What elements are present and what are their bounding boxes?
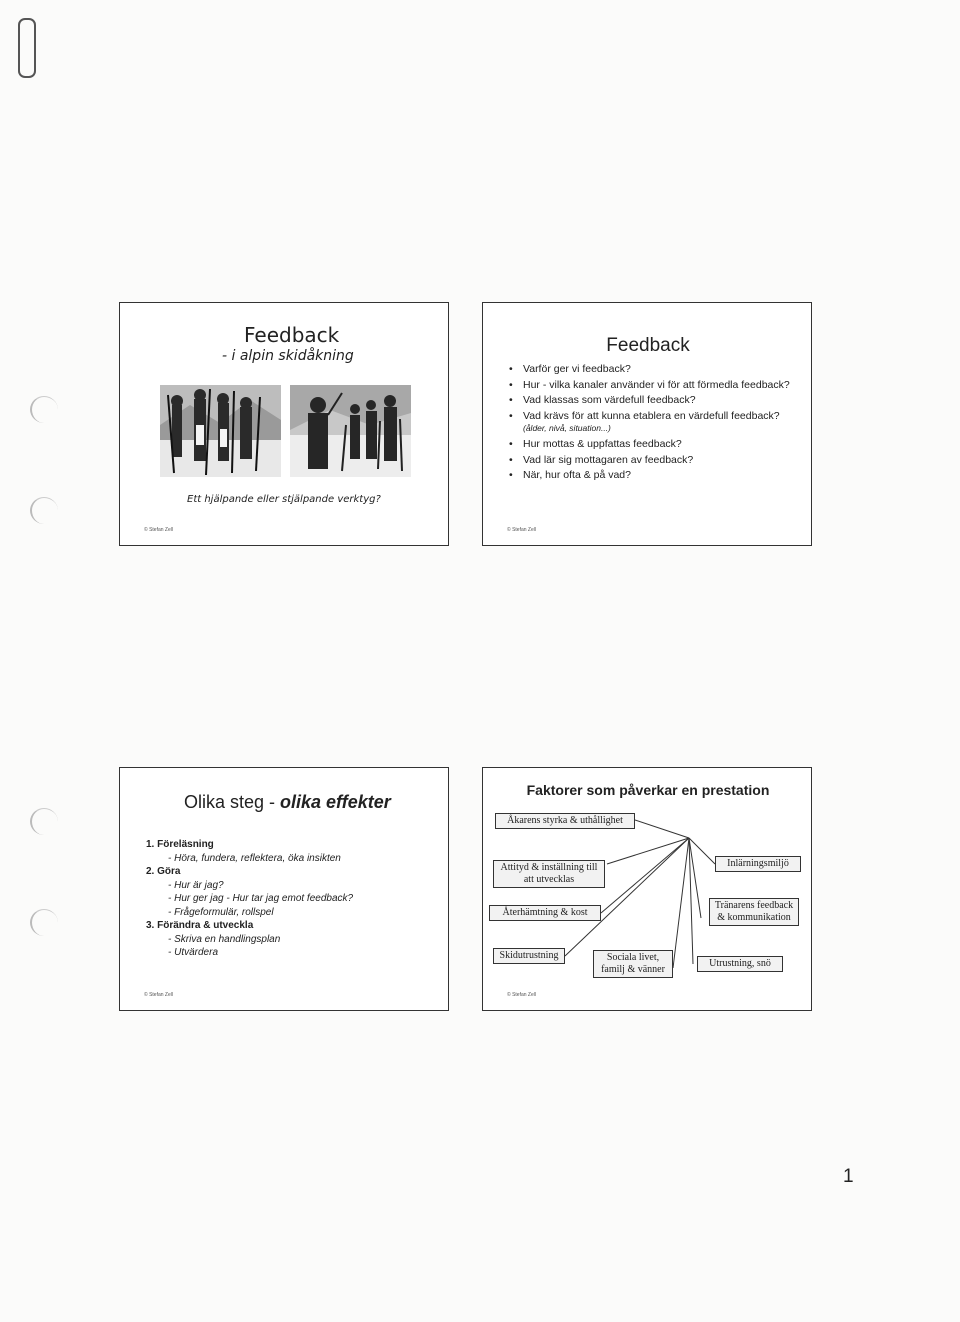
factor-box-sociala: Sociala livet, familj & vänner xyxy=(593,950,673,978)
list-item-note: (ålder, nivå, situation...) xyxy=(523,423,611,434)
binder-hole xyxy=(30,497,58,524)
step-heading: 3. Förändra & utveckla xyxy=(146,920,254,931)
list-item: • Vad klassas som värdefull feedback? xyxy=(509,394,799,407)
steps-list xyxy=(146,838,353,960)
factor-box-attityd: Attityd & inställning till att utvecklas xyxy=(493,860,605,888)
copyright: © Stefan Zell xyxy=(144,992,173,998)
list-item: • När, hur ofta & på vad? xyxy=(509,469,799,482)
copyright: © Stefan Zell xyxy=(507,992,536,998)
factor-box-akarens: Åkarens styrka & uthållighet xyxy=(495,813,635,829)
step-item: - Skriva en handlingsplan xyxy=(168,933,281,945)
list-item: • Vad krävs för att kunna etablera en värdefull feedback? (ålder, nivå, situation...) xyxy=(509,410,799,435)
slide-caption: Ett hjälpande eller stjälpande verktyg? xyxy=(187,494,381,505)
step-item: - Hur ger jag - Hur tar jag emot feedback? xyxy=(168,893,354,904)
binder-hole xyxy=(30,396,58,423)
slide-title: Feedback xyxy=(244,323,340,347)
question-list xyxy=(509,363,799,485)
step-item: - Höra, fundera, reflektera, öka insikten xyxy=(168,852,341,864)
slide-title: Faktorer som påverkar en prestation xyxy=(526,782,770,798)
slide-title: Olika steg - olika effekter xyxy=(184,792,391,812)
factor-box-inlarning: Inlärningsmiljö xyxy=(715,856,801,872)
binder-hole xyxy=(30,808,58,835)
slide-steps xyxy=(119,767,449,1011)
step-heading: 2. Göra xyxy=(146,866,181,877)
list-item: • Hur mottas & uppfattas feedback? xyxy=(509,438,799,451)
step-item: - Utvärdera xyxy=(168,947,219,958)
slide-feedback-title xyxy=(119,302,449,546)
slide-feedback-questions xyxy=(482,302,812,546)
step-heading: 1. Föreläsning xyxy=(146,839,214,850)
factor-box-aterhamtning: Återhämtning & kost xyxy=(489,905,601,921)
step-item: - Frågeformulär, rollspel xyxy=(168,906,274,918)
copyright: © Stefan Zell xyxy=(507,527,536,533)
skiers-photo-left xyxy=(160,385,281,477)
factor-box-skidutrustning: Skidutrustning xyxy=(493,948,565,964)
paper-clip-mark xyxy=(18,18,36,78)
slide-title: Feedback xyxy=(606,335,690,356)
slide-performance-factors xyxy=(482,767,812,1011)
skiers-photo-right xyxy=(290,385,411,477)
list-item: • Vad lär sig mottagaren av feedback? xyxy=(509,454,799,467)
factor-box-tranarens: Tränarens feedback & kommunikation xyxy=(709,898,799,926)
binder-hole xyxy=(30,909,58,936)
list-item: • Varför ger vi feedback? xyxy=(509,363,799,376)
copyright: © Stefan Zell xyxy=(144,527,173,533)
slide-subtitle: - i alpin skidåkning xyxy=(222,348,354,364)
factor-box-utrustning: Utrustning, snö xyxy=(697,956,783,972)
step-item: - Hur är jag? xyxy=(168,879,224,891)
page-number: 1 xyxy=(843,1166,854,1187)
list-item: • Hur - vilka kanaler använder vi för att förmedla feedback? xyxy=(509,379,799,392)
